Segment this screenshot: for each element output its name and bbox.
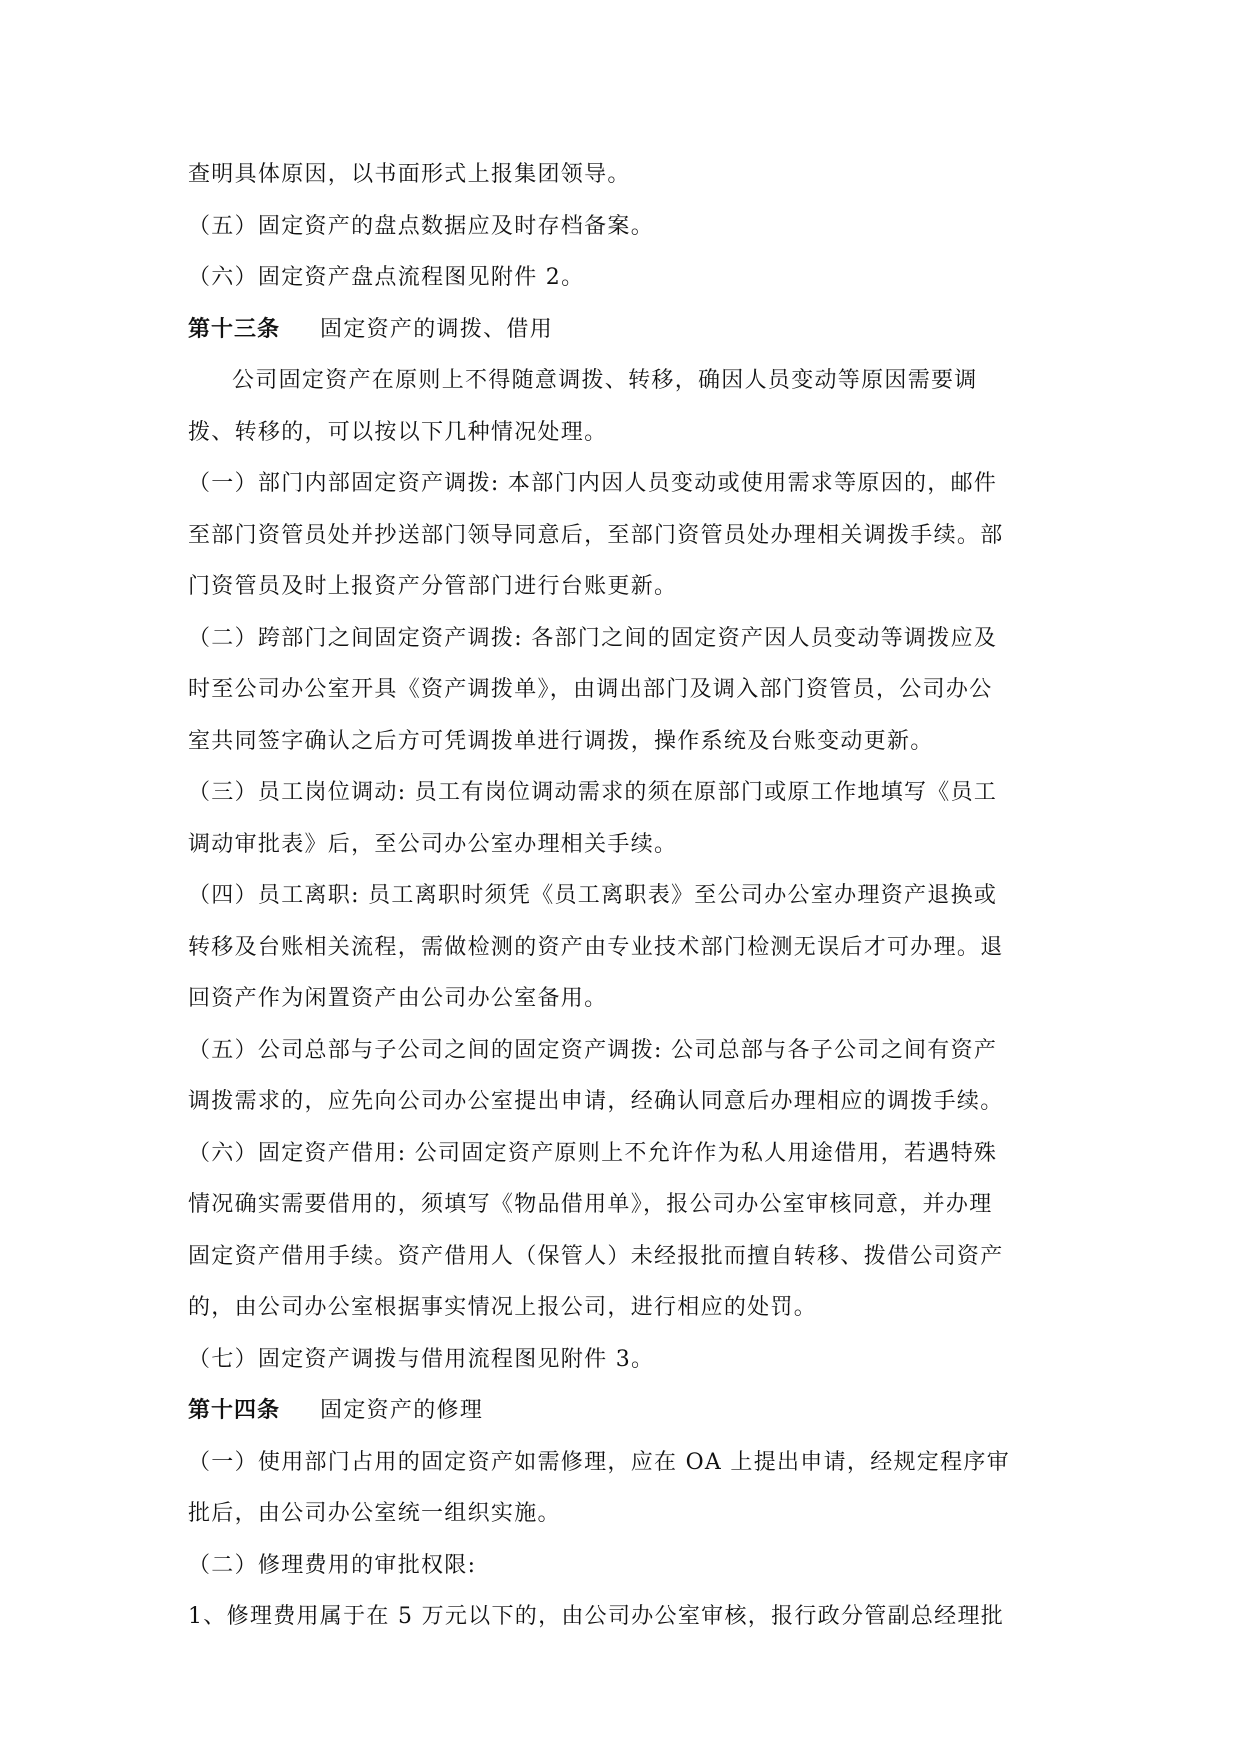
text-line: （四）员工离职: 员工离职时须凭《员工离职表》至公司办公室办理资产退换或 (188, 883, 998, 908)
text-line: 至部门资管员处并抄送部门领导同意后，至部门资管员处办理相关调拨手续。部 (188, 522, 1004, 548)
text-line: 室共同签字确认之后方可凭调拨单进行调拨，操作系统及台账变动更新。 (188, 728, 934, 754)
text-line: 查明具体原因，以书面形式上报集团领导。 (188, 162, 631, 187)
text-line: （六）固定资产盘点流程图见附件 2。 (188, 265, 585, 290)
text-line: 情况确实需要借用的，须填写《物品借用单》，报公司办公室审核同意，并办理 (188, 1192, 993, 1217)
text-line: 时至公司办公室开具《资产调拨单》，由调出部门及调入部门资管员，公司办公 (188, 677, 993, 702)
text-line: （三）员工岗位调动: 员工有岗位调动需求的须在原部门或原工作地填写《员工 (188, 780, 998, 805)
article-number: 第十四条 (188, 1397, 281, 1423)
article-title: 固定资产的修理 (320, 1398, 484, 1423)
text-line: 固定资产借用手续。资产借用人（保管人）未经报批而擅自转移、拨借公司资产 (188, 1243, 1004, 1269)
text-line: （一）使用部门占用的固定资产如需修理，应在 OA 上提出申请，经规定程序审 (188, 1449, 1011, 1475)
text-line: （五）固定资产的盘点数据应及时存档备案。 (188, 213, 655, 239)
text-line: 公司固定资产在原则上不得随意调拨、转移，确因人员变动等原因需要调 (232, 368, 978, 393)
text-line: （二）跨部门之间固定资产调拨: 各部门之间的固定资产因人员变动等调拨应及 (188, 625, 998, 651)
text-line: （七）固定资产调拨与借用流程图见附件 3。 (188, 1346, 655, 1372)
text-line: 调拨需求的，应先向公司办公室提出申请，经确认同意后办理相应的调拨手续。 (188, 1089, 1004, 1114)
text-line: 门资管员及时上报资产分管部门进行台账更新。 (188, 574, 678, 599)
text-line: 批后，由公司办公室统一组织实施。 (188, 1501, 561, 1526)
article-13-heading (188, 304, 1060, 356)
text-line: （二）修理费用的审批权限: (188, 1552, 477, 1578)
text-line: （六）固定资产借用: 公司固定资产原则上不允许作为私人用途借用，若遇特殊 (188, 1140, 998, 1166)
text-line: 调动审批表》后，至公司办公室办理相关手续。 (188, 831, 678, 857)
text-line: （一）部门内部固定资产调拨: 本部门内因人员变动或使用需求等原因的，邮件 (188, 471, 998, 496)
text-line: 转移及台账相关流程，需做检测的资产由专业技术部门检测无误后才可办理。退 (188, 934, 1004, 960)
text-line: 的，由公司办公室根据事实情况上报公司，进行相应的处罚。 (188, 1295, 818, 1320)
text-line: 拨、转移的，可以按以下几种情况处理。 (188, 419, 608, 445)
article-14-heading (188, 1385, 1060, 1437)
document-body (188, 149, 1060, 1643)
article-title: 固定资产的调拨、借用 (320, 316, 554, 342)
text-line: 回资产作为闲置资产由公司办公室备用。 (188, 986, 608, 1011)
text-line: 1、修理费用属于在 5 万元以下的，由公司办公室审核，报行政分管副总经理批 (188, 1604, 1005, 1629)
article-number: 第十三条 (188, 315, 281, 342)
text-line: （五）公司总部与子公司之间的固定资产调拨: 公司总部与各子公司之间有资产 (188, 1037, 998, 1063)
